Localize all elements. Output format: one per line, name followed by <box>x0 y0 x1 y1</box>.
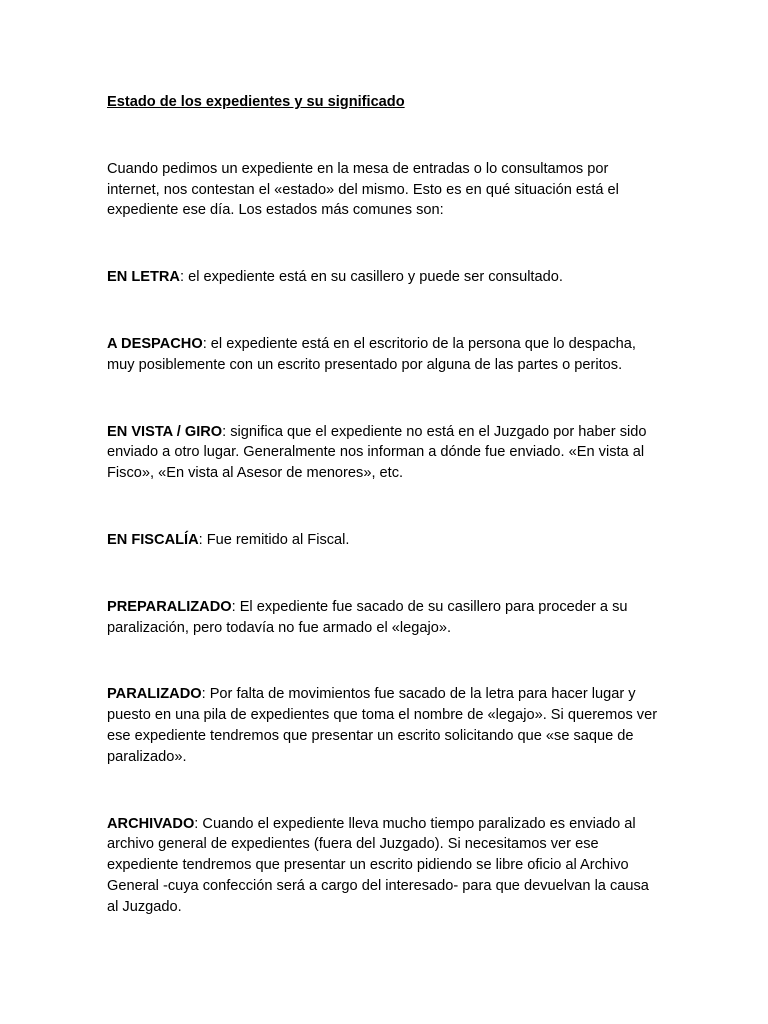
entry-preparalizado <box>107 597 662 639</box>
entry-description: : El expediente fue sacado de su casillero para proceder a su paralización, pero todavía no fue armado el «legajo». <box>107 598 628 636</box>
entry-a-despacho <box>107 334 662 376</box>
document-title: Estado de los expedientes y su significado <box>107 94 405 110</box>
entry-term: A DESPACHO <box>107 335 203 352</box>
entry-term: EN VISTA / GIRO <box>107 423 223 440</box>
entry-description: : Fue remitido al Fiscal. <box>198 531 350 548</box>
entry-term: PARALIZADO <box>107 686 202 703</box>
entry-archivado <box>107 814 662 918</box>
entry-en-fiscalia <box>107 530 662 551</box>
entry-en-letra <box>107 267 662 288</box>
intro-paragraph: Cuando pedimos un expediente en la mesa de entradas o lo consultamos por internet, nos contestan el «estado» del mismo. Esto es en qué situación está el expediente ese día. Los estados más comunes son: <box>107 160 619 219</box>
entry-term: PREPARALIZADO <box>107 598 232 615</box>
entry-term: ARCHIVADO <box>107 815 195 832</box>
entry-paralizado <box>107 684 662 767</box>
entry-description: : Por falta de movimientos fue sacado de la letra para hacer lugar y puesto en una pila de expedientes que toma el nombre de «legajo». Si queremos ver ese expediente tendremos que presentar un escrito solicitando que «se saque de paralizado». <box>107 686 658 765</box>
entry-description: : Cuando el expediente lleva mucho tiempo paralizado es enviado al archivo general de expedientes (fuera del Juzgado). Si necesitamos ver ese expediente tendremos que presentar un escrito pidiendo se libre oficio al Archivo General -cuya confección será a cargo del interesado- para que devuelvan la causa al Juzgado. <box>107 815 649 915</box>
entry-term: EN LETRA <box>107 269 180 286</box>
entry-description: : el expediente está en el escritorio de la persona que lo despacha, muy posiblemente con un escrito presentado por alguna de las partes o peritos. <box>107 335 636 373</box>
entry-en-vista-giro <box>107 422 662 484</box>
entry-description: : significa que el expediente no está en el Juzgado por haber sido enviado a otro lugar. Generalmente nos informan a dónde fue enviado. «En vista al Fisco», «En vista al Asesor de menores», etc. <box>107 423 647 482</box>
entry-description: : el expediente está en su casillero y puede ser consultado. <box>179 269 563 286</box>
entry-term: EN FISCALÍA <box>107 531 199 548</box>
document-page <box>107 92 662 918</box>
